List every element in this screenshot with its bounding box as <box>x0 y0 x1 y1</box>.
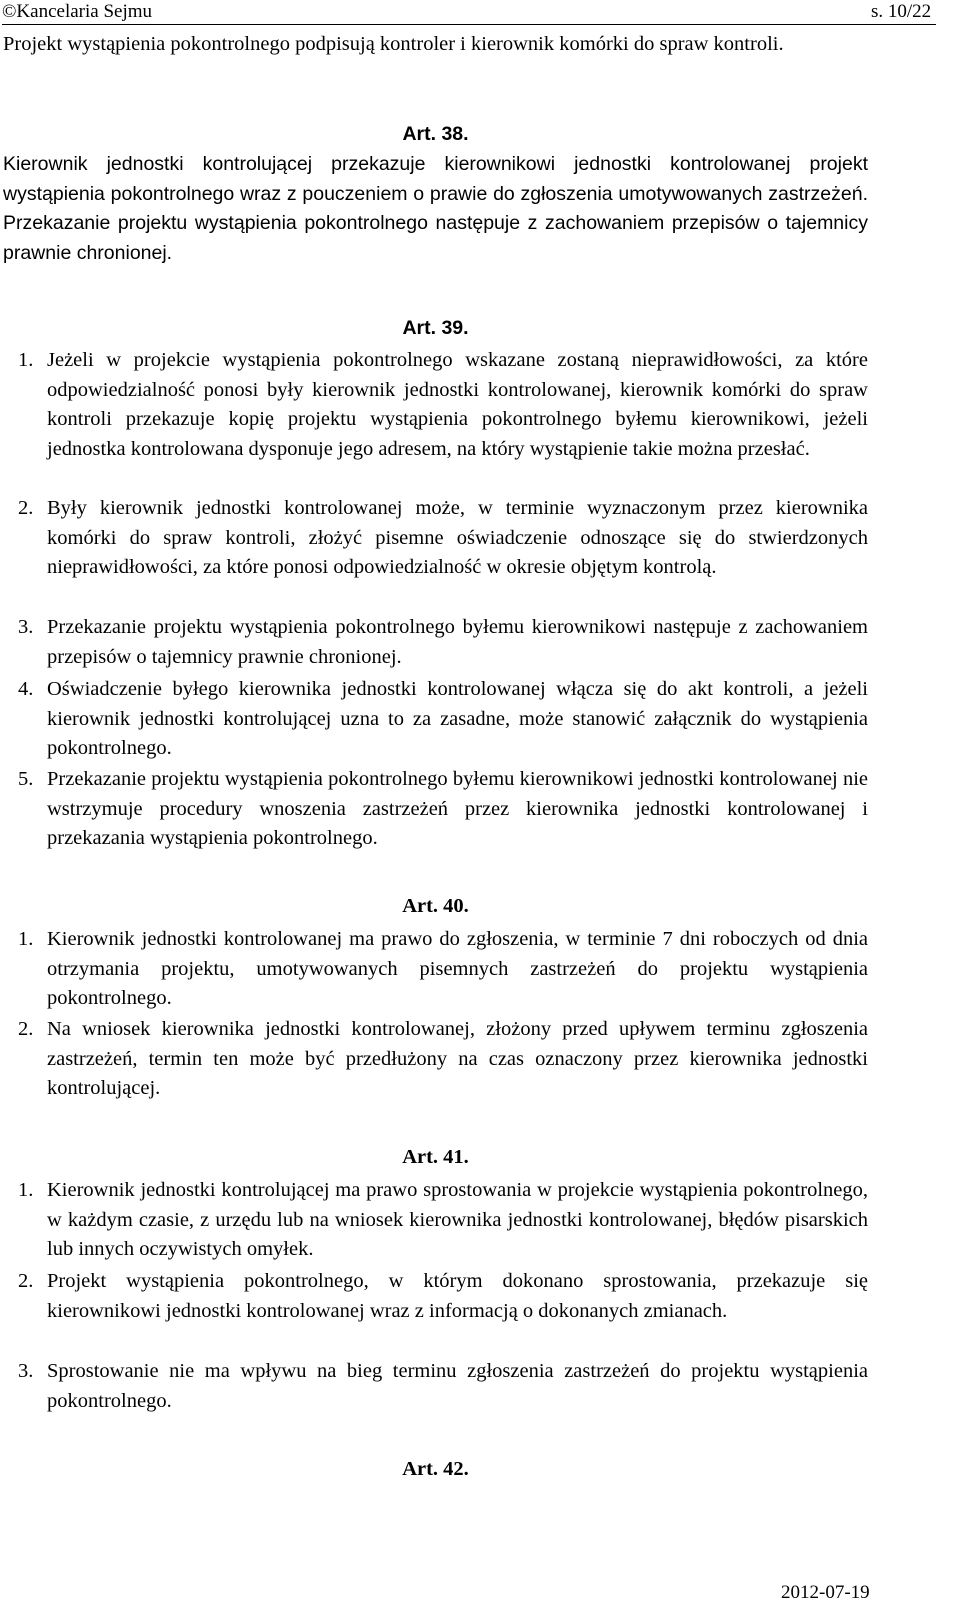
footer-date: 2012-07-19 <box>781 1582 870 1603</box>
item-number: 1. <box>18 349 34 371</box>
intro-paragraph: Projekt wystąpienia pokontrolnego podpisują kontroler i kierownik komórki do spraw kontroli. <box>3 33 784 55</box>
item-number: 5. <box>18 768 34 790</box>
header-copyright: ©Kancelaria Sejmu <box>2 1 153 22</box>
item-number: 3. <box>18 1360 34 1382</box>
art-40-item-2 <box>18 1015 868 1104</box>
item-text: Przekazanie projektu wystąpienia pokontrolnego byłemu kierownikowi następuje z zachowaniem przepisów o tajemnicy prawnie chronionej. <box>47 616 868 668</box>
art-39-item-5 <box>18 765 868 854</box>
item-text: Jeżeli w projekcie wystąpienia pokontrolnego wskazane zostaną nieprawidłowości, za które odpowiedzialność ponosi były kierownik jednostki kontrolowanej, kierownik komórki do spraw kontroli przekazuje kopię projektu wystąpienia pokontrolnego byłemu kierownikowi, jeżeli jednostka kontrolowana dysponuje jego adresem, na który wystąpienie takie można przesłać. <box>47 349 868 460</box>
item-number: 2. <box>18 1018 34 1040</box>
item-text: Kierownik jednostki kontrolującej ma prawo sprostowania w projekcie wystąpienia pokontrolnego, w każdym czasie, z urzędu lub na wniosek kierownika jednostki kontrolowanej, błędów pisarskich lub innych oczywistych omyłek. <box>47 1179 868 1260</box>
art-39-item-2 <box>18 494 868 583</box>
art-39-item-3 <box>18 613 868 672</box>
art-39-item-1 <box>18 346 868 464</box>
art-40-item-1 <box>18 925 868 1014</box>
art-41-item-2 <box>18 1267 868 1326</box>
header-rule <box>2 24 936 25</box>
item-text: Były kierownik jednostki kontrolowanej może, w terminie wyznaczonym przez kierownika komórki do spraw kontroli, złożyć pisemne oświadczenie odnoszące się do stwierdzonych nieprawidłowości, za które ponosi odpowiedzialność w okresie objętym kontrolą. <box>47 497 868 578</box>
art-38-heading: Art. 38. <box>402 123 469 145</box>
art-39-item-4 <box>18 675 868 764</box>
item-number: 2. <box>18 497 34 519</box>
item-number: 4. <box>18 678 34 700</box>
item-text: Kierownik jednostki kontrolowanej ma prawo do zgłoszenia, w terminie 7 dni roboczych od dnia otrzymania projektu, umotywowanych pisemnych zastrzeżeń do projektu wystąpienia pokontrolnego. <box>47 928 868 1009</box>
art-41-item-1 <box>18 1176 868 1265</box>
art-41-heading: Art. 41. <box>402 1146 469 1168</box>
item-text: Projekt wystąpienia pokontrolnego, w którym dokonano sprostowania, przekazuje się kierownikowi jednostki kontrolowanej wraz z informacją o dokonanych zmianach. <box>47 1270 868 1322</box>
item-number: 1. <box>18 928 34 950</box>
art-40-heading: Art. 40. <box>402 895 469 917</box>
item-number: 3. <box>18 616 34 638</box>
item-text: Sprostowanie nie ma wpływu na bieg terminu zgłoszenia zastrzeżeń do projektu wystąpienia pokontrolnego. <box>47 1360 868 1412</box>
item-number: 2. <box>18 1270 34 1292</box>
item-text: Na wniosek kierownika jednostki kontrolowanej, złożony przed upływem terminu zgłoszenia zastrzeżeń, termin ten może być przedłużony na czas oznaczony przez kierownika jednostki kontrolującej. <box>47 1018 868 1099</box>
art-39-heading: Art. 39. <box>402 317 469 339</box>
art-38-paragraph: Kierownik jednostki kontrolującej przekazuje kierownikowi jednostki kontrolowanej projekt wystąpienia pokontrolnego wraz z pouczeniem o prawie do zgłoszenia umotywowanych zastrzeżeń. Przekazanie projektu wystąpienia pokontrolnego następuje z zachowaniem przepisów o tajemnicy prawnie chronionej. <box>3 153 868 264</box>
page-number: s. 10/22 <box>871 1 932 22</box>
art-42-heading: Art. 42. <box>402 1458 469 1480</box>
item-text: Oświadczenie byłego kierownika jednostki kontrolowanej włącza się do akt kontroli, a jeżeli kierownik jednostki kontrolującej uzna to za zasadne, może stanowić załącznik do wystąpienia pokontrolnego. <box>47 678 868 759</box>
item-text: Przekazanie projektu wystąpienia pokontrolnego byłemu kierownikowi jednostki kontrolowanej nie wstrzymuje procedury wnoszenia zastrzeżeń przez kierownika jednostki kontrolowanej i przekazania wystąpienia pokontrolnego. <box>47 768 868 849</box>
item-number: 1. <box>18 1179 34 1201</box>
art-41-item-3 <box>18 1357 868 1416</box>
